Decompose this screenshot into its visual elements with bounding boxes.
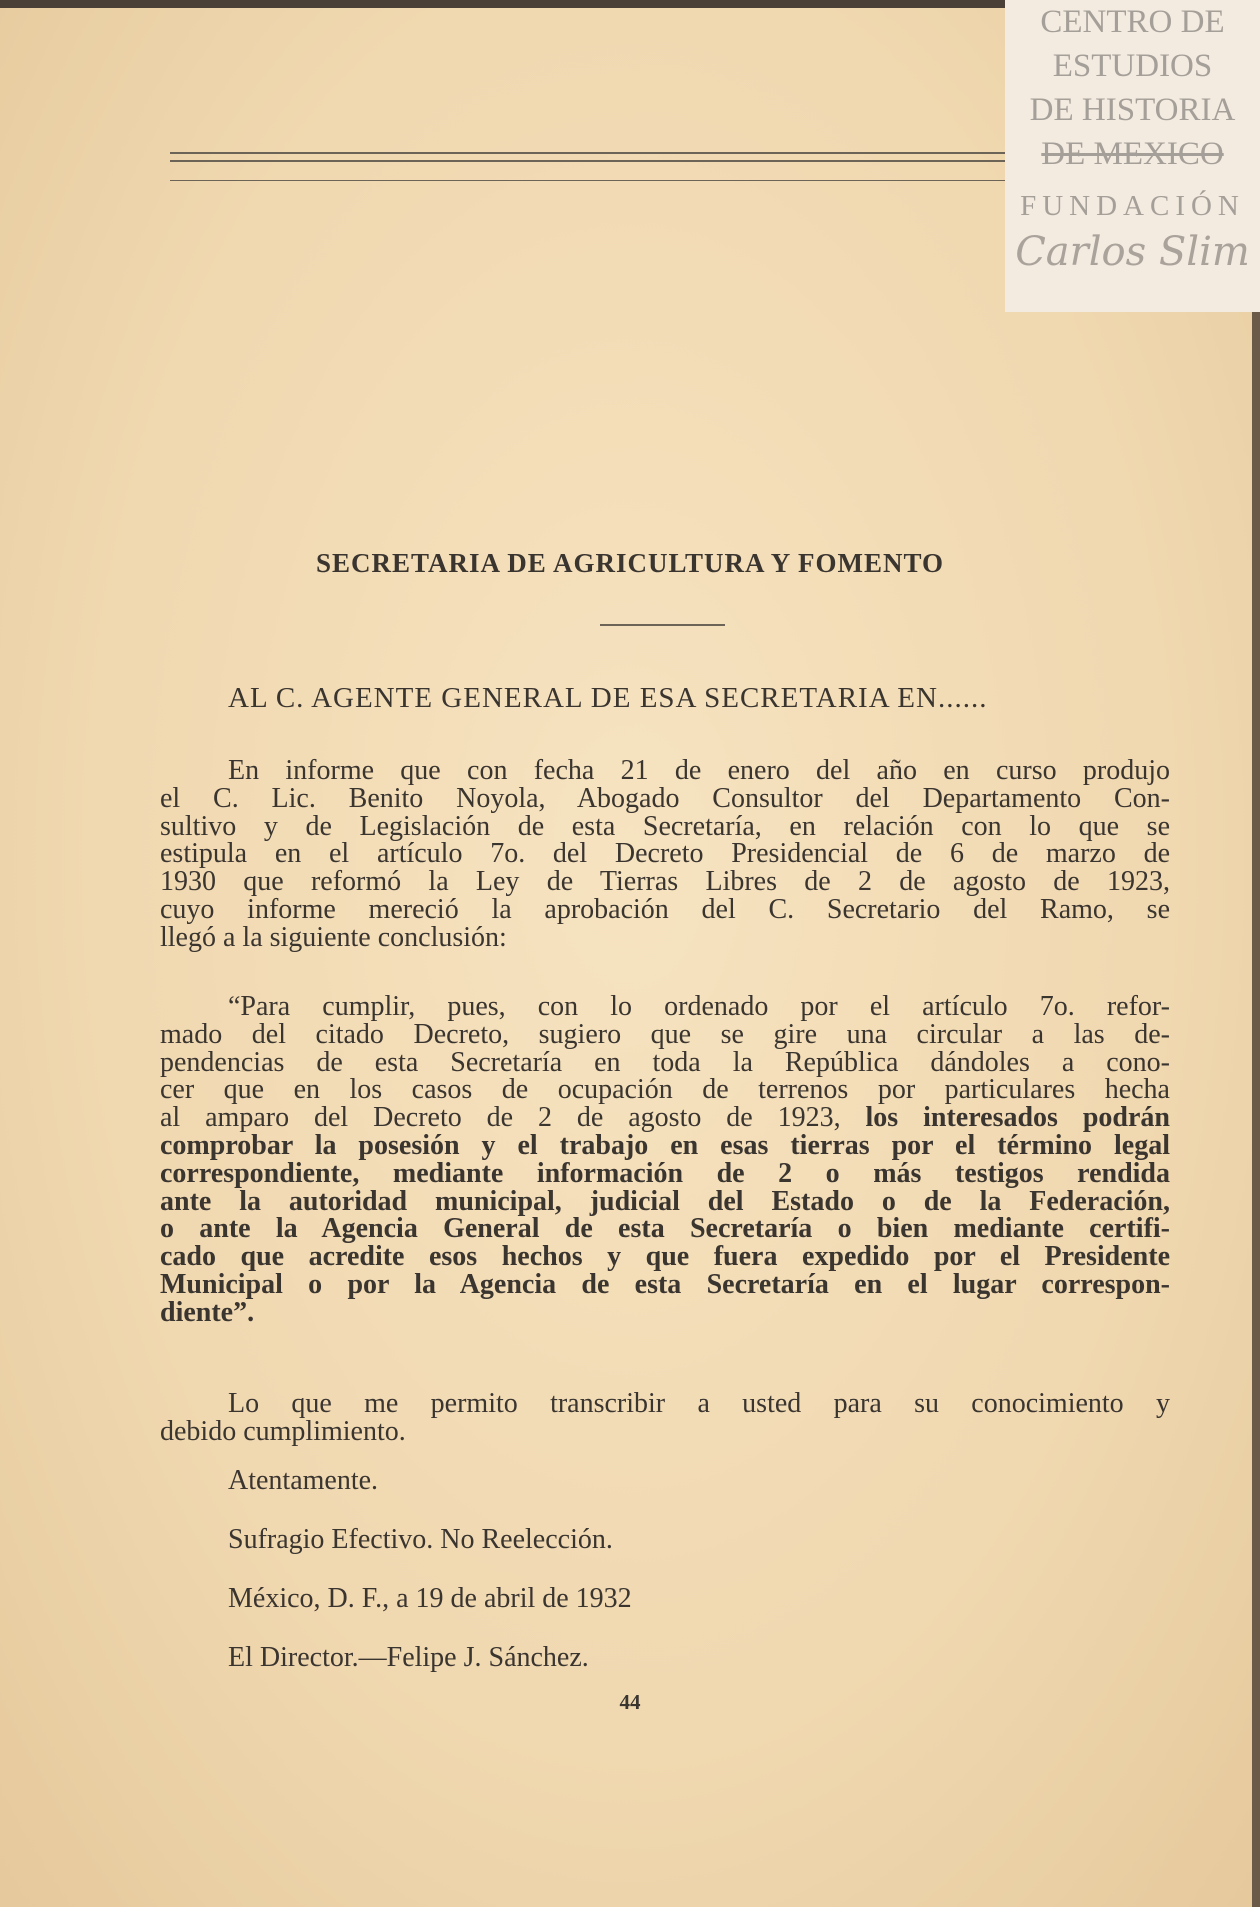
closing-salutation: Atentamente. [228,1465,379,1496]
text-line [160,896,1170,924]
line-text: llegó a la siguiente conclusión: [160,923,507,952]
watermark-foundation: FUNDACIÓN [1020,190,1245,222]
text-line [160,813,1170,841]
text-line [160,1104,1170,1132]
line-text: cuyo informe mereció la aprobación del C. Secretario del Ramo, se [160,896,1170,924]
text-line [160,785,1170,813]
text-line [160,1076,1170,1104]
text-line [160,868,1170,896]
line-text: comprobar la posesión y el trabajo en esas tierras por el término legal [160,1132,1170,1160]
line-text: estipula en el artículo 7o. del Decreto Presidencial de 6 de marzo de [160,840,1170,869]
line-text: debido cumplimiento. [160,1417,406,1446]
text-line [160,1021,1170,1049]
line-text: al amparo del Decreto de 2 de agosto de 1923, [160,1104,841,1133]
text-line [228,1390,1170,1418]
addressee: AL C. AGENTE GENERAL DE ESA SECRETARIA EN...... [228,682,988,714]
line-text: 1930 que reformó la Ley de Tierras Libres de 2 de agosto de 1923, [160,868,1170,897]
text-line [160,1271,1170,1299]
closing-signature: El Director.—Felipe J. Sánchez. [228,1642,589,1673]
text-line [160,1299,1170,1327]
watermark-line: CENTRO DE [1040,4,1225,40]
text-line [160,840,1170,868]
bold-text: los interesados podrán [865,1104,1170,1133]
line-text: correspondiente, mediante información de 2 o más testigos rendida [160,1159,1170,1188]
line-text: “Para cumplir, pues, con lo ordenado por el artículo 7o. refor- [228,993,1170,1021]
line-text: En informe que con fecha 21 de enero del año en curso produjo [228,757,1170,785]
text-line [228,757,1170,785]
closing-motto: Sufragio Efectivo. No Reelección. [228,1524,613,1555]
archive-watermark [1005,0,1260,312]
line-text: o ante la Agencia General de esta Secretaría o bien mediante certifi- [160,1215,1170,1244]
text-line [160,924,1170,952]
text-line [160,1418,1170,1446]
line-text: cer que en los casos de ocupación de terrenos por particulares hecha [160,1076,1170,1105]
line-text: diente”. [160,1298,255,1327]
text-line [160,1215,1170,1243]
document-title: SECRETARIA DE AGRICULTURA Y FOMENTO [315,548,945,578]
watermark-line: ESTUDIOS [1052,48,1213,84]
text-line [160,1049,1170,1077]
line-text: cado que acredite esos hechos y que fuera expedido por el Presidente [160,1243,1170,1272]
line-text: el C. Lic. Benito Noyola, Abogado Consultor del Departamento Con- [160,784,1170,813]
line-text: sultivo y de Legislación de esta Secretaría, en relación con lo que se [160,812,1170,841]
watermark-line: DE HISTORIA [1029,92,1236,128]
title-rule [600,624,725,626]
line-text: Municipal o por la Agencia de esta Secretaría en el lugar correspon- [160,1271,1170,1299]
watermark-line: DE MEXICO [1041,136,1224,172]
text-line [160,1160,1170,1188]
line-text: Lo que me permito transcribir a usted para su conocimiento y [228,1390,1170,1418]
closing-date: México, D. F., a 19 de abril de 1932 [228,1583,632,1614]
text-line [160,1188,1170,1216]
watermark-signature: Carlos Slim [1015,229,1250,275]
text-line [160,1243,1170,1271]
line-text: mado del citado Decreto, sugiero que se gire una circular a las de- [160,1020,1170,1049]
line-text: pendencias de esta Secretaría en toda la República dándoles a cono- [160,1048,1170,1077]
text-line [160,1132,1170,1160]
line-text: ante la autoridad municipal, judicial del Estado o de la Federación, [160,1187,1170,1216]
page-number: 44 [619,1690,641,1714]
text-line [228,993,1170,1021]
